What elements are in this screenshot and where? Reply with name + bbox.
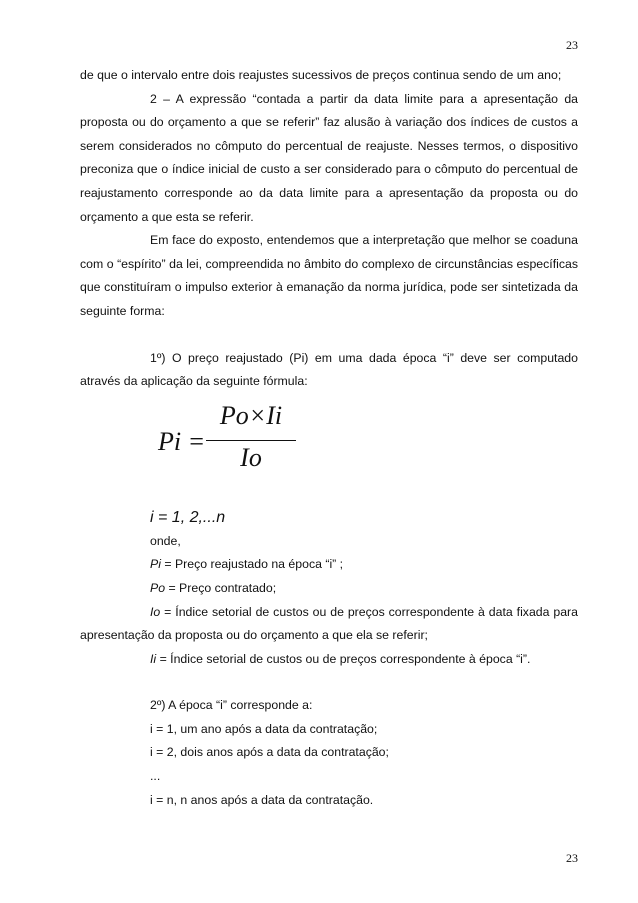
- fraction-bar: [206, 440, 296, 441]
- formula-index: i = 1, 2,...n: [150, 508, 226, 526]
- epoch-item: i = 2, dois anos após a data da contratação;: [150, 745, 389, 760]
- paragraph-3: Em face do exposto, entendemos que a interpretação que melhor se coaduna com o “espírito” da lei, compreendida no âmbito do complexo de circunstâncias específicas que constituíram o impulso exterior à emanação da norma jurídica, pode ser sintetizada da seguinte forma:: [80, 233, 578, 318]
- epoch-item: i = n, n anos após a data da contratação.: [150, 792, 374, 807]
- spacer: [80, 324, 578, 347]
- symbol-po: Po: [150, 580, 166, 595]
- formula-denominator: Io: [240, 442, 262, 472]
- symbol-pi: Pi: [150, 557, 161, 572]
- definition-pi-text: = Preço reajustado na época “i” ;: [160, 557, 344, 572]
- definition-po: [80, 577, 578, 601]
- paragraph-1: de que o intervalo entre dois reajustes sucessivos de preços continua sendo de um ano;: [80, 68, 562, 82]
- definition-po-text: = Preço contratado;: [165, 580, 277, 595]
- formula-lhs: Pi =: [158, 426, 206, 456]
- definition-pi: [80, 553, 578, 577]
- epochs-heading: 2º) A época “i” corresponde a:: [150, 698, 313, 713]
- page-body: [80, 64, 578, 812]
- symbol-ii: Ii: [150, 651, 157, 666]
- formula-numerator: Po×Ii: [219, 400, 283, 430]
- epoch-item: i = 1, um ano após a data da contratação;: [150, 721, 378, 736]
- definition-ii-text: = Índice setorial de custos ou de preços correspondente à época “i”.: [156, 651, 531, 666]
- paragraph-4: 1º) O preço reajustado (Pi) em uma dada época “i” deve ser computado através da aplicação da seguinte fórmula:: [80, 350, 578, 389]
- epoch-item: ...: [150, 769, 161, 784]
- paragraph-2: 2 – A expressão “contada a partir da data limite para a apresentação da proposta ou do orçamento a que se referir” faz alusão à variação dos índices de custos a serem considerados no cômputo do percentual de reajuste. Nesses termos, o dispositivo preconiza que o índice inicial de custo a ser considerado para o cômputo do percentual de reajustamento corresponde ao da data limite para a apresentação da proposta ou do orçamento a que esta se referir.: [80, 91, 578, 224]
- definitions-intro: onde,: [150, 533, 181, 548]
- page-number-bottom: 23: [566, 851, 578, 865]
- spacer: [80, 671, 578, 694]
- symbol-io: Io: [150, 604, 161, 619]
- definition-ii: [80, 648, 578, 672]
- page-number-top: 23: [566, 38, 578, 52]
- formula: [80, 400, 578, 500]
- definition-io: [80, 601, 578, 648]
- definition-io-text: = Índice setorial de custos ou de preços correspondente à data fixada para apresentação da proposta ou do orçamento a que ela se referir;: [80, 604, 578, 643]
